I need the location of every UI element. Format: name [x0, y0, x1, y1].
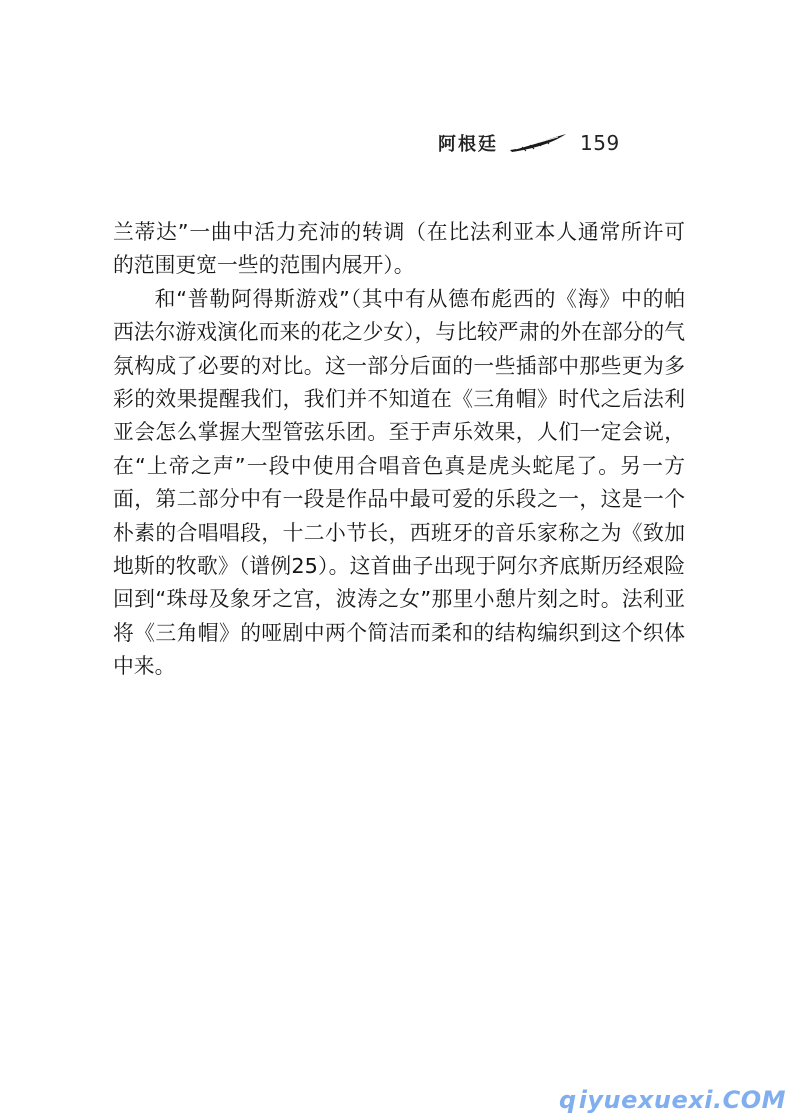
paragraph: 和“普勒阿得斯游戏”（其中有从德布彪西的《海》中的帕西法尔游戏演化而来的花之少女），与比较严肃的外在部分的气氛构成了必要的对比。这一部分后面的一些插部中那些更为多彩的效果提醒我们，我们并不知道在《三角帽》时代之后法利亚会怎么掌握大型管弦乐团。至于声乐效果，人们一定会说，在“上帝之声”一段中使用合唱音色真是虎头蛇尾了。另一方面，第二部分中有一段是作品中最可爱的乐段之一，这是一个朴素的合唱唱段，十二小节长，西班牙的音乐家称之为《致加地斯的牧歌》（谱例25）。这首曲子出现于阿尔齐底斯历经艰险回到“珠母及象牙之宫，波涛之女”那里小憩片刻之时。法利亚将《三角帽》的哑剧中两个简洁而柔和的结构编织到这个织体中来。: [113, 286, 685, 679]
main-text: [113, 216, 685, 684]
quill-icon: [508, 132, 568, 154]
watermark-prefix: q: [559, 1086, 577, 1114]
paragraph-continuation: 兰蒂达”一曲中活力充沛的转调（在比法利亚本人通常所许可的范围更宽一些的范围内展开）。: [113, 220, 685, 278]
site-watermark: [559, 1086, 786, 1114]
running-head-title: 阿根廷: [438, 134, 498, 155]
page-number: 159: [580, 131, 620, 155]
watermark-text: iyuexuexi.COM: [578, 1086, 786, 1114]
running-header: [438, 128, 668, 158]
